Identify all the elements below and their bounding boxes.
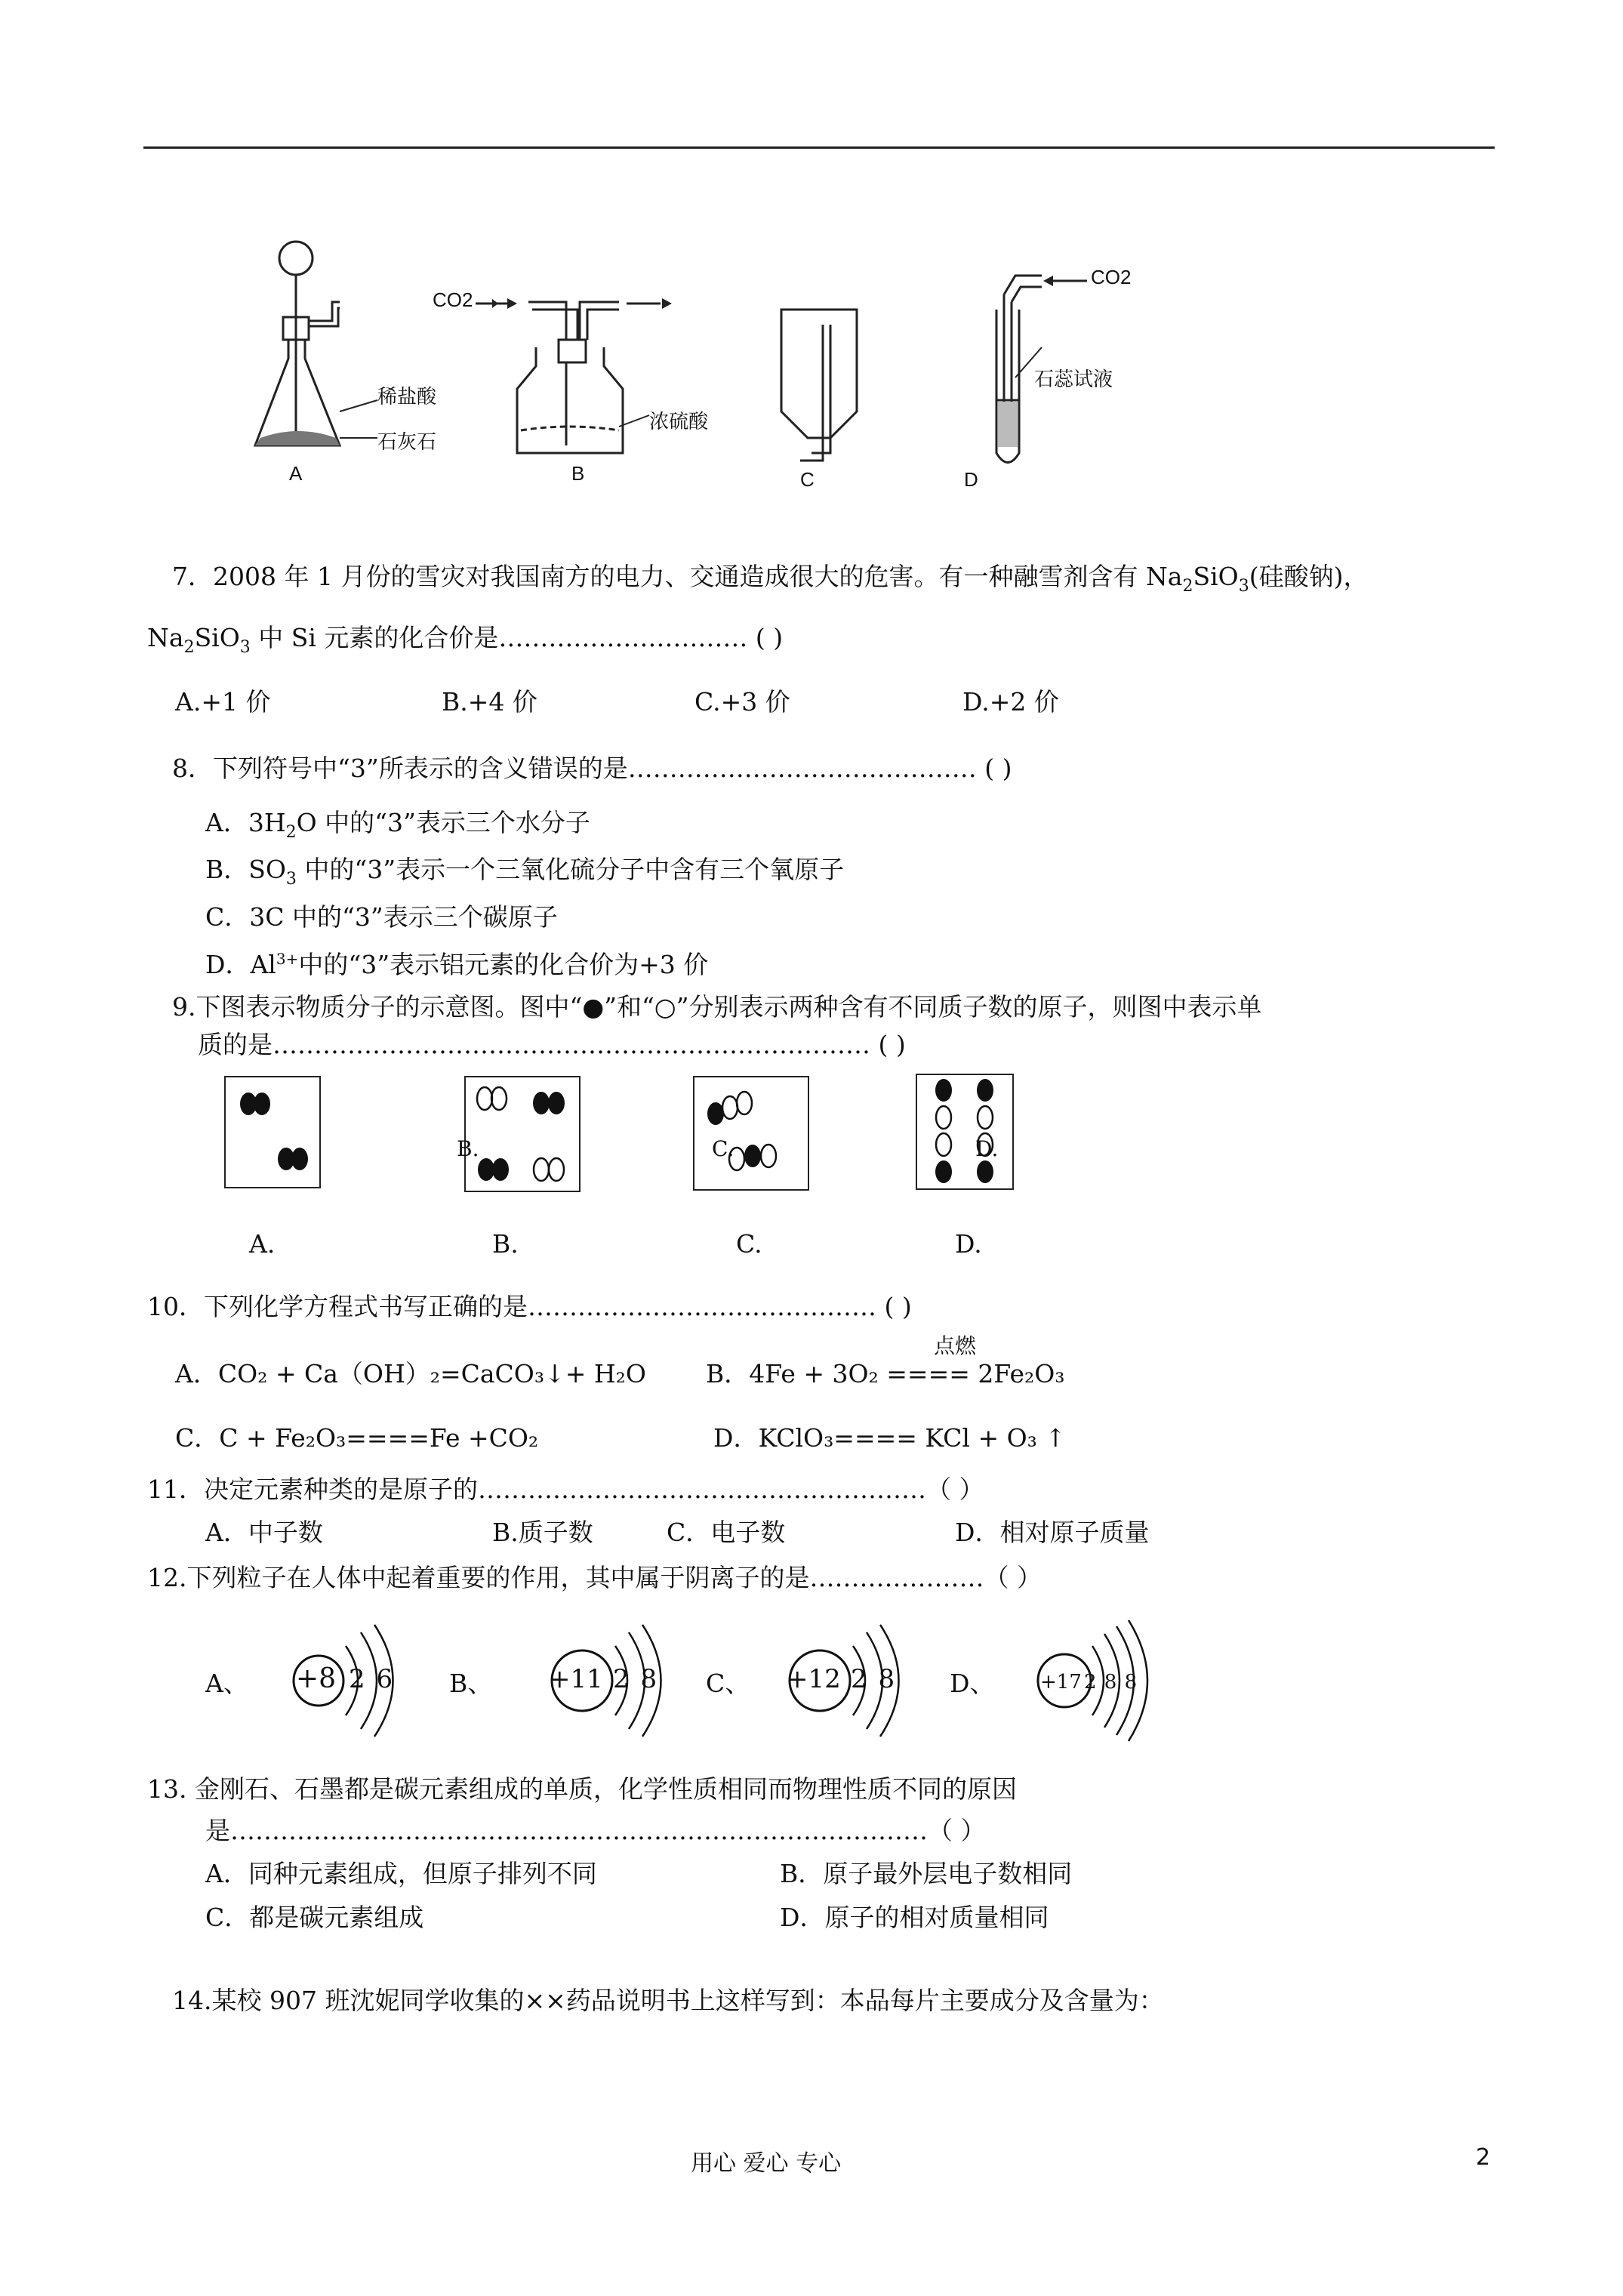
q7-line1: 7．2008 年 1 月份的雪灾对我国南方的电力、交通造成很大的危害。有一种融雪剂含有 $Na_2SiO_3$(硅酸钠)， <box>172 562 1369 596</box>
atom-b-nucleus: +11 <box>549 1664 603 1694</box>
q13-option-c: C．都是碳元素组成 <box>205 1903 424 1932</box>
q7-line2: $Na_2SiO_3$ 中 Si 元素的化合价是………………………… ( ) <box>147 623 784 657</box>
molecule-diagram-d <box>917 1075 1012 1188</box>
atom-b-shells: 2 8 <box>613 1664 659 1694</box>
q13-line1: 13. 金刚石、石墨都是碳元素组成的单质，化学性质相同而物理性质不同的原因 <box>147 1774 1017 1804</box>
atom-d-nucleus: +17 <box>1040 1671 1082 1693</box>
q9-option-d: D. <box>955 1229 982 1259</box>
molecule-box-b <box>464 1076 581 1192</box>
q8-option-c: C．3C 中的“3”表示三个碳原子 <box>205 902 558 932</box>
q13-option-b: B．原子最外层电子数相同 <box>780 1859 1073 1888</box>
figure-letter-d: D <box>964 468 978 491</box>
footer-motto: 用心 爱心 专心 <box>691 2150 842 2177</box>
flask-label-stone: 石灰石 <box>377 430 437 453</box>
q10-option-d: D．KClO₃==== KCl + O₃ ↑ <box>713 1423 1067 1453</box>
molecule-diagram-b <box>466 1077 579 1191</box>
tube-gas-label: CO2 <box>1091 266 1132 288</box>
q11-option-c: C．电子数 <box>667 1518 786 1547</box>
q8-option-d: D．$Al^{3+}$中的“3”表示铝元素的化合价为+3 价 <box>205 950 709 979</box>
figure-letter-a: A <box>289 462 303 485</box>
q9-inner-label-b: B. <box>457 1136 479 1161</box>
atom-c-shells: 2 8 <box>851 1664 897 1694</box>
q9-line1: 9.下图表示物质分子的示意图。图中“●”和“○”分别表示两种含有不同质子数的原子，则图中表示单 <box>172 992 1262 1022</box>
atom-a-shells: 2 6 <box>349 1664 395 1694</box>
q7-option-a: A.+1 价 <box>175 687 271 717</box>
q7-option-b: B.+4 价 <box>442 687 537 717</box>
q9-inner-label-c: C. <box>712 1136 735 1161</box>
bottle-liquid-label: 浓硫酸 <box>649 410 709 433</box>
page-number: 2 <box>1476 2144 1491 2171</box>
atom-c-nucleus: +12 <box>787 1664 841 1694</box>
q10-option-c: C．C + Fe₂O₃====Fe +CO₂ <box>175 1423 539 1453</box>
q12-letter-a: A、 <box>205 1669 248 1698</box>
q8-option-b: B．$SO_3$ 中的“3”表示一个三氧化硫分子中含有三个氧原子 <box>205 855 845 889</box>
q10-stem: 10．下列化学方程式书写正确的是…………………………………… ( ) <box>147 1292 912 1321</box>
q10-condition: 点燃 <box>934 1333 977 1358</box>
bottle-gas-label: CO2 <box>433 288 473 311</box>
q8-option-a: A．$3H_2O$ 中的“3”表示三个水分子 <box>205 808 590 842</box>
q7-option-d: D.+2 价 <box>962 687 1059 717</box>
tube-liquid-label: 石蕊试液 <box>1034 368 1113 390</box>
q13-option-d: D．原子的相对质量相同 <box>780 1903 1049 1932</box>
q12-letter-d: D、 <box>950 1669 995 1698</box>
molecule-box-d <box>916 1074 1014 1190</box>
q7-option-c: C.+3 价 <box>694 687 790 717</box>
molecule-diagram-c <box>694 1077 808 1189</box>
q8-stem: 8．下列符号中“3”所表示的含义错误的是…………………………………… ( ) <box>172 754 1012 783</box>
q11-option-b: B.质子数 <box>492 1518 593 1547</box>
figure-letter-c: C <box>800 468 815 491</box>
q10-option-a: A．CO₂ + Ca（OH）₂=CaCO₃↓+ H₂O <box>175 1359 646 1388</box>
molecule-box-a <box>224 1076 321 1188</box>
q12-letter-c: C、 <box>706 1669 750 1698</box>
q10-option-b: B．4Fe + 3O₂ ==== 2Fe₂O₃ <box>706 1359 1065 1388</box>
q14-stem: 14.某校 907 班沈妮同学收集的××药品说明书上这样写到：本品每片主要成分及含量为： <box>172 1986 1164 2015</box>
q12-stem: 12.下列粒子在人体中起着重要的作用，其中属于阴离子的是…………………（ ） <box>147 1563 1042 1592</box>
atom-d-shells: 2 8 8 <box>1084 1671 1138 1693</box>
header-rule <box>143 146 1495 149</box>
figure-letter-b: B <box>571 462 585 485</box>
q13-line2: 是…………………………………………………………………………（ ） <box>205 1816 986 1845</box>
molecule-diagram-a <box>226 1077 319 1187</box>
atom-a-nucleus: +8 <box>296 1663 337 1694</box>
q9-line2: 质的是……………………………………………………………… ( ) <box>198 1030 906 1059</box>
q13-option-a: A．同种元素组成，但原子排列不同 <box>205 1859 597 1888</box>
q11-option-d: D．相对原子质量 <box>955 1518 1150 1547</box>
q12-letter-b: B、 <box>449 1669 493 1698</box>
q11-stem: 11．决定元素种类的是原子的………………………………………………（ ） <box>147 1475 984 1504</box>
molecule-box-c <box>693 1076 809 1191</box>
q9-option-b: B. <box>492 1229 519 1259</box>
flask-label-acid: 稀盐酸 <box>377 385 437 408</box>
q11-option-a: A．中子数 <box>205 1518 323 1547</box>
q9-inner-label-d: D. <box>975 1136 999 1161</box>
q9-option-c: C. <box>736 1229 762 1259</box>
q9-option-a: A. <box>249 1229 276 1259</box>
